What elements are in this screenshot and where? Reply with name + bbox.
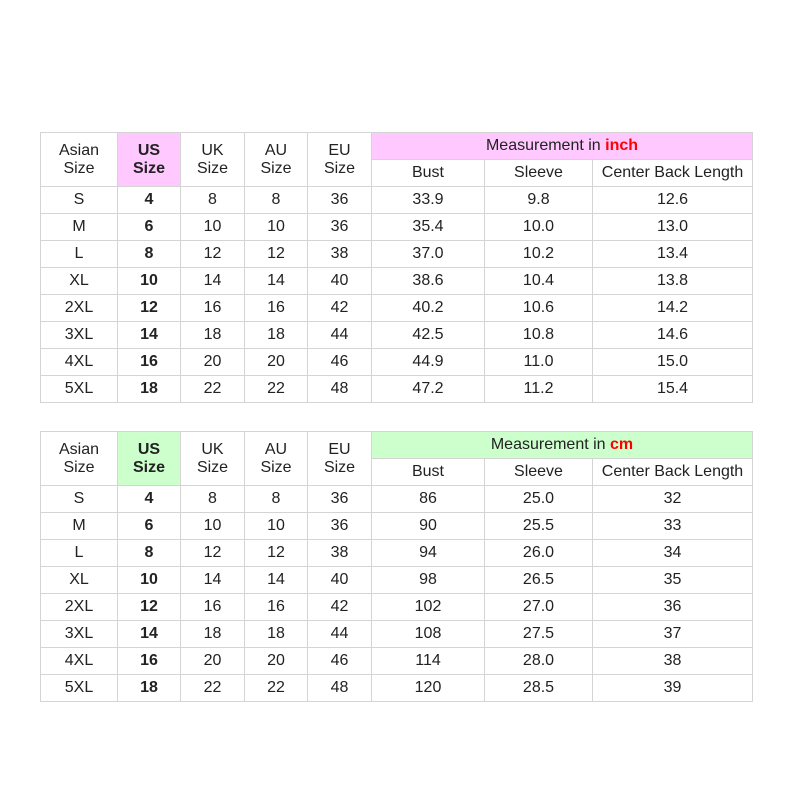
us-size-cell: 16 xyxy=(118,648,181,675)
au-size-cell: 10 xyxy=(245,214,308,241)
eu-size-cell: 36 xyxy=(308,486,372,513)
au-size-cell: 22 xyxy=(245,376,308,403)
table-row xyxy=(41,594,753,621)
uk-size-cell: 10 xyxy=(181,214,245,241)
asian-size-cell: 5XL xyxy=(41,376,118,403)
table-row xyxy=(41,214,753,241)
center-back-length-cell: 15.4 xyxy=(593,376,753,403)
eu-size-cell: 46 xyxy=(308,349,372,376)
sleeve-cell: 27.5 xyxy=(485,621,593,648)
us-size-cell: 16 xyxy=(118,349,181,376)
sleeve-cell: 26.0 xyxy=(485,540,593,567)
center-back-length-cell: 14.2 xyxy=(593,295,753,322)
eu-size-cell: 36 xyxy=(308,214,372,241)
eu-size-cell: 48 xyxy=(308,675,372,702)
uk-size-cell: 8 xyxy=(181,187,245,214)
bust-cell: 98 xyxy=(372,567,485,594)
us-size-cell: 10 xyxy=(118,567,181,594)
bust-cell: 120 xyxy=(372,675,485,702)
measurement-prefix: Measurement in xyxy=(485,137,606,154)
eu-size-cell: 38 xyxy=(308,540,372,567)
us-size-cell: 6 xyxy=(118,513,181,540)
au-size-cell: 16 xyxy=(245,594,308,621)
table-row xyxy=(41,648,753,675)
center-back-length-cell: 32 xyxy=(593,486,753,513)
sleeve-cell: 26.5 xyxy=(485,567,593,594)
sleeve-cell: 27.0 xyxy=(485,594,593,621)
us-size-cell: 4 xyxy=(118,486,181,513)
table-row xyxy=(41,675,753,702)
header-asian-size: Asian Size xyxy=(41,133,118,187)
header-us-size: US Size xyxy=(118,133,181,187)
sleeve-cell: 10.4 xyxy=(485,268,593,295)
sleeve-cell: 10.6 xyxy=(485,295,593,322)
bust-cell: 102 xyxy=(372,594,485,621)
bust-cell: 47.2 xyxy=(372,376,485,403)
bust-cell: 35.4 xyxy=(372,214,485,241)
center-back-length-cell: 13.0 xyxy=(593,214,753,241)
header-center-back-length: Center Back Length xyxy=(593,459,753,486)
table-row xyxy=(41,268,753,295)
table-row xyxy=(41,513,753,540)
bust-cell: 44.9 xyxy=(372,349,485,376)
header-bust: Bust xyxy=(372,160,485,187)
eu-size-cell: 36 xyxy=(308,187,372,214)
uk-size-cell: 18 xyxy=(181,621,245,648)
sleeve-cell: 10.0 xyxy=(485,214,593,241)
asian-size-cell: XL xyxy=(41,268,118,295)
uk-size-cell: 22 xyxy=(181,376,245,403)
sleeve-cell: 10.8 xyxy=(485,322,593,349)
eu-size-cell: 42 xyxy=(308,295,372,322)
center-back-length-cell: 36 xyxy=(593,594,753,621)
sleeve-cell: 25.5 xyxy=(485,513,593,540)
header-measurement xyxy=(372,133,753,160)
asian-size-cell: M xyxy=(41,513,118,540)
header-sleeve: Sleeve xyxy=(485,459,593,486)
eu-size-cell: 36 xyxy=(308,513,372,540)
uk-size-cell: 10 xyxy=(181,513,245,540)
asian-size-cell: L xyxy=(41,540,118,567)
bust-cell: 40.2 xyxy=(372,295,485,322)
header-sleeve: Sleeve xyxy=(485,160,593,187)
table-row xyxy=(41,187,753,214)
us-size-cell: 14 xyxy=(118,621,181,648)
measurement-unit: cm xyxy=(610,436,634,453)
bust-cell: 94 xyxy=(372,540,485,567)
sleeve-cell: 28.5 xyxy=(485,675,593,702)
header-asian-size: Asian Size xyxy=(41,432,118,486)
bust-cell: 42.5 xyxy=(372,322,485,349)
us-size-cell: 18 xyxy=(118,675,181,702)
eu-size-cell: 48 xyxy=(308,376,372,403)
measurement-unit: inch xyxy=(605,137,639,154)
eu-size-cell: 42 xyxy=(308,594,372,621)
table-row xyxy=(41,376,753,403)
bust-cell: 86 xyxy=(372,486,485,513)
bust-cell: 33.9 xyxy=(372,187,485,214)
bust-cell: 37.0 xyxy=(372,241,485,268)
asian-size-cell: 2XL xyxy=(41,295,118,322)
sleeve-cell: 9.8 xyxy=(485,187,593,214)
us-size-cell: 8 xyxy=(118,241,181,268)
center-back-length-cell: 12.6 xyxy=(593,187,753,214)
asian-size-cell: S xyxy=(41,486,118,513)
bust-cell: 108 xyxy=(372,621,485,648)
table-row xyxy=(41,322,753,349)
header-measurement xyxy=(372,432,753,459)
eu-size-cell: 38 xyxy=(308,241,372,268)
bust-cell: 38.6 xyxy=(372,268,485,295)
header-center-back-length: Center Back Length xyxy=(593,160,753,187)
table-row xyxy=(41,486,753,513)
center-back-length-cell: 38 xyxy=(593,648,753,675)
au-size-cell: 16 xyxy=(245,295,308,322)
center-back-length-cell: 13.8 xyxy=(593,268,753,295)
us-size-cell: 18 xyxy=(118,376,181,403)
eu-size-cell: 44 xyxy=(308,322,372,349)
asian-size-cell: M xyxy=(41,214,118,241)
au-size-cell: 14 xyxy=(245,268,308,295)
uk-size-cell: 16 xyxy=(181,594,245,621)
header-uk-size: UK Size xyxy=(181,133,245,187)
asian-size-cell: S xyxy=(41,187,118,214)
uk-size-cell: 22 xyxy=(181,675,245,702)
header-eu-size: EU Size xyxy=(308,133,372,187)
header-eu-size: EU Size xyxy=(308,432,372,486)
eu-size-cell: 44 xyxy=(308,621,372,648)
eu-size-cell: 40 xyxy=(308,567,372,594)
table-body xyxy=(41,187,753,403)
uk-size-cell: 14 xyxy=(181,268,245,295)
asian-size-cell: L xyxy=(41,241,118,268)
table-row xyxy=(41,540,753,567)
sleeve-cell: 11.2 xyxy=(485,376,593,403)
center-back-length-cell: 35 xyxy=(593,567,753,594)
bust-cell: 90 xyxy=(372,513,485,540)
uk-size-cell: 8 xyxy=(181,486,245,513)
us-size-cell: 14 xyxy=(118,322,181,349)
table-row xyxy=(41,295,753,322)
au-size-cell: 10 xyxy=(245,513,308,540)
header-au-size: AU Size xyxy=(245,432,308,486)
size-chart-inch xyxy=(40,132,753,403)
uk-size-cell: 12 xyxy=(181,540,245,567)
uk-size-cell: 18 xyxy=(181,322,245,349)
uk-size-cell: 14 xyxy=(181,567,245,594)
asian-size-cell: XL xyxy=(41,567,118,594)
us-size-cell: 12 xyxy=(118,594,181,621)
us-size-cell: 6 xyxy=(118,214,181,241)
asian-size-cell: 5XL xyxy=(41,675,118,702)
table-row xyxy=(41,241,753,268)
au-size-cell: 8 xyxy=(245,486,308,513)
us-size-cell: 10 xyxy=(118,268,181,295)
au-size-cell: 22 xyxy=(245,675,308,702)
table-row xyxy=(41,349,753,376)
uk-size-cell: 12 xyxy=(181,241,245,268)
center-back-length-cell: 15.0 xyxy=(593,349,753,376)
au-size-cell: 20 xyxy=(245,349,308,376)
center-back-length-cell: 33 xyxy=(593,513,753,540)
header-us-size: US Size xyxy=(118,432,181,486)
center-back-length-cell: 39 xyxy=(593,675,753,702)
sleeve-cell: 28.0 xyxy=(485,648,593,675)
au-size-cell: 12 xyxy=(245,540,308,567)
header-au-size: AU Size xyxy=(245,133,308,187)
au-size-cell: 8 xyxy=(245,187,308,214)
au-size-cell: 12 xyxy=(245,241,308,268)
au-size-cell: 20 xyxy=(245,648,308,675)
asian-size-cell: 4XL xyxy=(41,349,118,376)
us-size-cell: 8 xyxy=(118,540,181,567)
table-row xyxy=(41,621,753,648)
us-size-cell: 4 xyxy=(118,187,181,214)
asian-size-cell: 3XL xyxy=(41,621,118,648)
us-size-cell: 12 xyxy=(118,295,181,322)
uk-size-cell: 16 xyxy=(181,295,245,322)
center-back-length-cell: 34 xyxy=(593,540,753,567)
size-chart-cm xyxy=(40,431,753,702)
asian-size-cell: 4XL xyxy=(41,648,118,675)
au-size-cell: 18 xyxy=(245,621,308,648)
bust-cell: 114 xyxy=(372,648,485,675)
asian-size-cell: 2XL xyxy=(41,594,118,621)
center-back-length-cell: 14.6 xyxy=(593,322,753,349)
eu-size-cell: 46 xyxy=(308,648,372,675)
center-back-length-cell: 13.4 xyxy=(593,241,753,268)
table-row xyxy=(41,567,753,594)
header-uk-size: UK Size xyxy=(181,432,245,486)
au-size-cell: 18 xyxy=(245,322,308,349)
measurement-prefix: Measurement in xyxy=(490,436,611,453)
eu-size-cell: 40 xyxy=(308,268,372,295)
uk-size-cell: 20 xyxy=(181,648,245,675)
sleeve-cell: 11.0 xyxy=(485,349,593,376)
asian-size-cell: 3XL xyxy=(41,322,118,349)
sleeve-cell: 10.2 xyxy=(485,241,593,268)
uk-size-cell: 20 xyxy=(181,349,245,376)
sleeve-cell: 25.0 xyxy=(485,486,593,513)
header-bust: Bust xyxy=(372,459,485,486)
au-size-cell: 14 xyxy=(245,567,308,594)
table-body xyxy=(41,486,753,702)
center-back-length-cell: 37 xyxy=(593,621,753,648)
